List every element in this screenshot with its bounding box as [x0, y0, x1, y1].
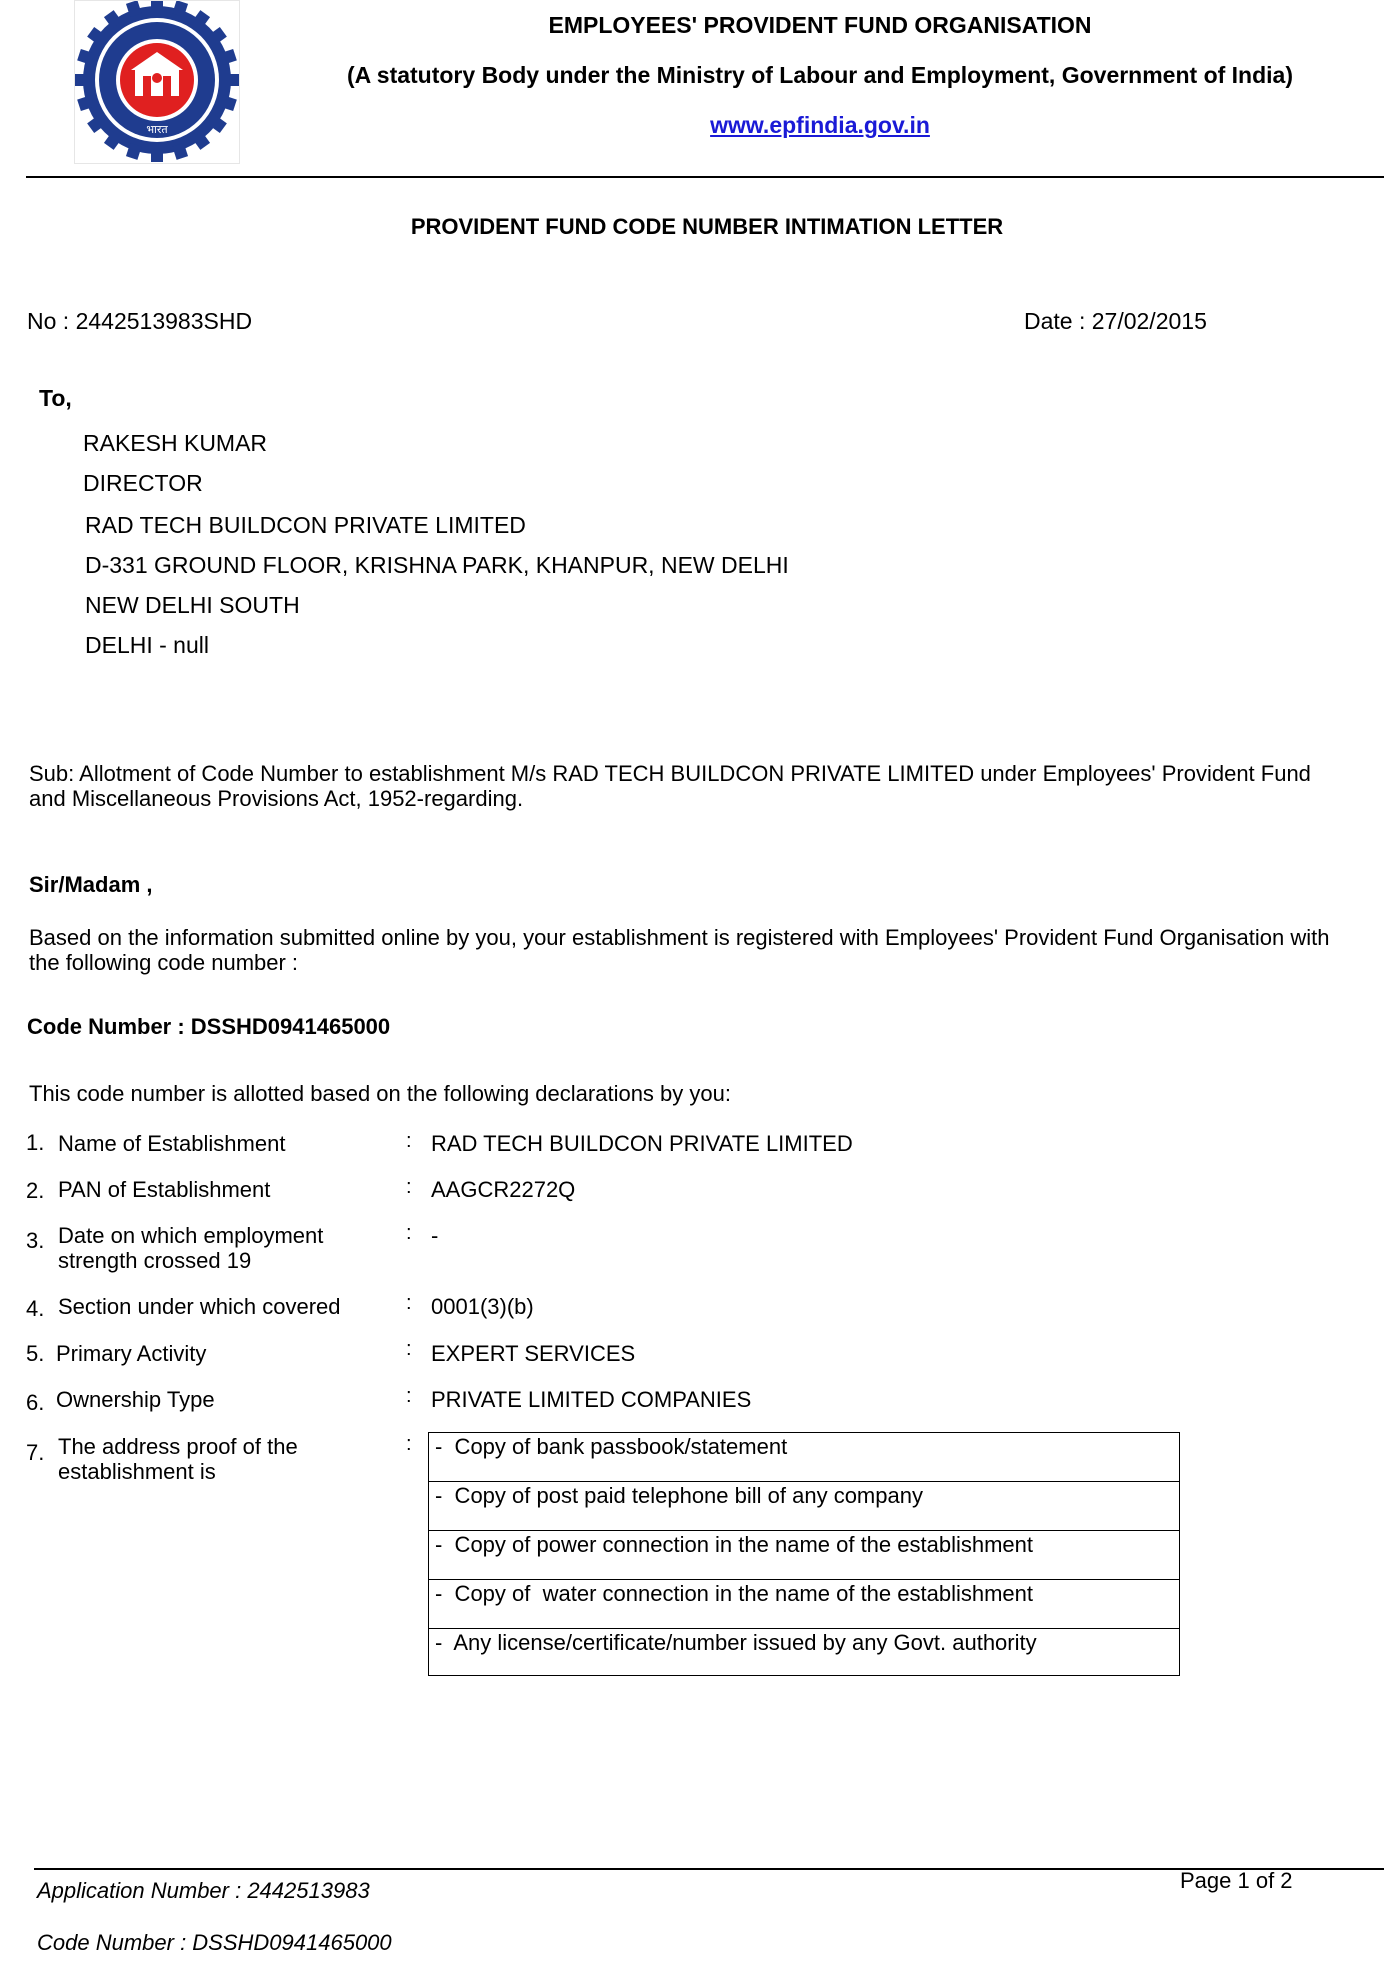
- reference-number: No : 2442513983SHD: [27, 308, 253, 334]
- declaration-colon: :: [406, 1130, 412, 1152]
- to-label: To,: [39, 385, 72, 411]
- declaration-number: 2.: [26, 1178, 45, 1203]
- declaration-colon: :: [406, 1433, 412, 1455]
- declaration-label: Primary Activity: [56, 1341, 207, 1366]
- address-proof-table: [428, 1432, 1180, 1676]
- header-divider: [26, 176, 1384, 178]
- code-number: Code Number : DSSHD0941465000: [27, 1014, 391, 1039]
- page-number: Page 1 of 2: [1180, 1868, 1293, 1893]
- organisation-name: EMPLOYEES' PROVIDENT FUND ORGANISATION: [548, 12, 1092, 38]
- logo-bharat-text: भारत: [146, 123, 168, 136]
- declaration-value: RAD TECH BUILDCON PRIVATE LIMITED: [431, 1131, 853, 1156]
- declaration-value: -: [431, 1223, 439, 1248]
- declaration-value: 0001(3)(b): [431, 1294, 534, 1319]
- declaration-number: 7.: [26, 1440, 45, 1465]
- declaration-number: 6.: [26, 1390, 45, 1415]
- body-paragraph: Based on the information submitted online by you, your establishment is registered with Employees' Provident Fund Organisation with the following code number :: [29, 925, 1330, 975]
- footer-code-number: Code Number : DSSHD0941465000: [37, 1930, 392, 1955]
- declaration-label: PAN of Establishment: [58, 1177, 271, 1202]
- declaration-number: 3.: [26, 1228, 45, 1253]
- declaration-label: The address proof of the establishment is: [58, 1434, 298, 1484]
- letter-title: PROVIDENT FUND CODE NUMBER INTIMATION LETTER: [410, 214, 1004, 239]
- epfo-logo: [74, 0, 240, 164]
- declaration-number: 5.: [26, 1341, 45, 1366]
- footer-application-number: Application Number : 2442513983: [37, 1878, 370, 1903]
- address-line: DELHI - null: [85, 632, 209, 658]
- organisation-subtitle: (A statutory Body under the Ministry of Labour and Employment, Government of India): [346, 62, 1294, 88]
- declaration-number: 4.: [26, 1296, 45, 1321]
- address-line: RAKESH KUMAR: [83, 430, 268, 456]
- address-line: D-331 GROUND FLOOR, KRISHNA PARK, KHANPUR, NEW DELHI: [85, 552, 789, 578]
- address-proof-item: - Copy of power connection in the name of the establishment: [429, 1531, 1179, 1580]
- address-line: DIRECTOR: [83, 470, 203, 496]
- declaration-number: 1.: [26, 1130, 45, 1155]
- declaration-colon: :: [406, 1385, 412, 1407]
- letter-date: Date : 27/02/2015: [1024, 308, 1207, 334]
- address-line: RAD TECH BUILDCON PRIVATE LIMITED: [85, 512, 526, 538]
- address-proof-item: - Copy of water connection in the name of the establishment: [429, 1580, 1179, 1629]
- declaration-label: Section under which covered: [58, 1294, 341, 1319]
- subject-line: Sub: Allotment of Code Number to establishment M/s RAD TECH BUILDCON PRIVATE LIMITED under Employees' Provident Fund and Miscellaneous Provisions Act, 1952-regarding.: [29, 761, 1311, 811]
- declaration-value: EXPERT SERVICES: [431, 1341, 636, 1366]
- declaration-colon: :: [406, 1222, 412, 1244]
- salutation: Sir/Madam ,: [29, 872, 153, 897]
- address-proof-item: - Copy of bank passbook/statement: [429, 1433, 1179, 1482]
- declaration-colon: :: [406, 1176, 412, 1198]
- declaration-label: Ownership Type: [56, 1387, 215, 1412]
- declarations-intro: This code number is allotted based on the following declarations by you:: [29, 1081, 731, 1106]
- address-line: NEW DELHI SOUTH: [85, 592, 300, 618]
- declaration-label: Date on which employment strength crossed 19: [58, 1223, 324, 1273]
- declaration-value: AAGCR2272Q: [431, 1177, 576, 1202]
- website-link[interactable]: www.epfindia.gov.in: [710, 112, 930, 138]
- address-proof-item: - Copy of post paid telephone bill of any company: [429, 1482, 1179, 1531]
- declaration-colon: :: [406, 1338, 412, 1360]
- declaration-colon: :: [406, 1292, 412, 1314]
- declaration-label: Name of Establishment: [58, 1131, 286, 1156]
- address-proof-item: - Any license/certificate/number issued by any Govt. authority: [435, 1630, 1037, 1655]
- declaration-value: PRIVATE LIMITED COMPANIES: [431, 1387, 752, 1412]
